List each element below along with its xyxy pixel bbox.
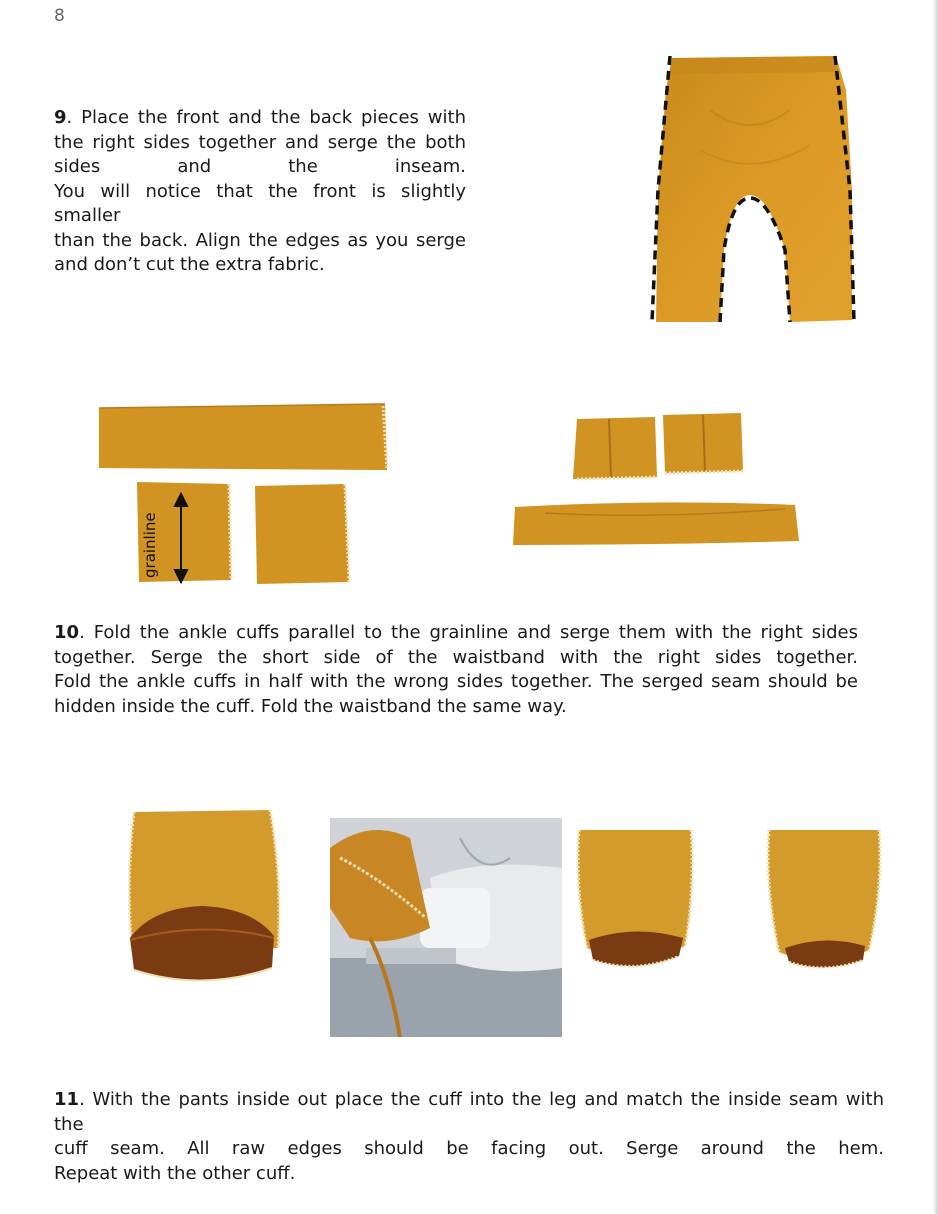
step-9-instructions <box>54 106 466 278</box>
step-10-instructions <box>54 621 858 719</box>
step-11-line-3: Repeat with the other cuff. <box>54 1162 296 1184</box>
pants-shape <box>656 56 852 322</box>
step-11-number: 11 <box>54 1089 80 1110</box>
step-10-line-1: . Fold the ankle cuffs parallel to the grainline and serge them with the right sides <box>79 622 858 643</box>
serging-cuff-machine-photo <box>330 818 562 1037</box>
step-10-number: 10 <box>54 622 80 643</box>
folded-cuffs-waistband-photo <box>505 405 810 550</box>
waistband-piece <box>99 404 387 470</box>
grainline-label: grainline <box>141 512 159 578</box>
page-number: 8 <box>54 6 65 26</box>
step-9-line-4: You will notice that the front is slightly smaller <box>54 180 466 226</box>
step-9-line-1: . Place the front and the back pieces with <box>66 107 466 128</box>
folded-cuff-1 <box>573 417 657 479</box>
finished-cuff-leg-photo <box>765 828 885 976</box>
cuff-inserted-leg-photo <box>122 808 284 988</box>
step-11-line-1: . With the pants inside out place the cuff into the leg and match the inside seam with the <box>54 1089 884 1135</box>
folded-waistband <box>513 502 799 545</box>
step-9-line-3: sides and the inseam. <box>54 156 466 177</box>
step-9-number: 9 <box>54 107 67 128</box>
page-edge-shadow <box>932 0 938 1214</box>
cuff-piece-2 <box>255 484 349 584</box>
step-9-line-2: the right sides together and serge the both <box>54 131 466 153</box>
step-11-instructions <box>54 1088 884 1186</box>
step-10-line-4: hidden inside the cuff. Fold the waistband the same way. <box>54 695 567 717</box>
step-11-line-2: cuff seam. All raw edges should be facing out. Serge around the hem. <box>54 1138 884 1159</box>
cuff-attached-leg-photo <box>575 828 695 976</box>
step-9-line-5: than the back. Align the edges as you serge <box>54 229 466 251</box>
cut-pieces-photo <box>95 400 395 590</box>
step-10-line-2: together. Serge the short side of the waistband with the right sides together. <box>54 646 858 668</box>
step-9-line-6: and don’t cut the extra fabric. <box>54 254 325 275</box>
step-10-line-3: Fold the ankle cuffs in half with the wrong sides together. The serged seam should be <box>54 671 858 692</box>
pants-serged-sides-photo <box>640 50 870 330</box>
